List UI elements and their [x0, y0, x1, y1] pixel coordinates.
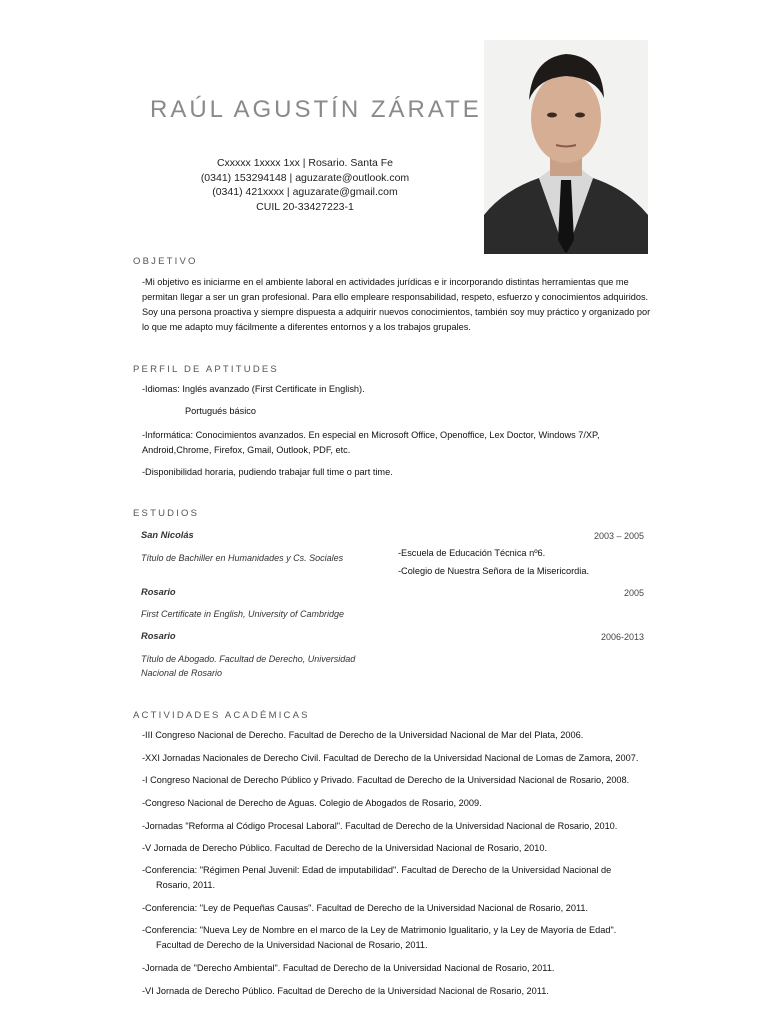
estudio-1-degree: Título de Bachiller en Humanidades y Cs. Sociales	[141, 553, 344, 563]
estudio-3-years: 2006-2013	[600, 632, 644, 642]
section-title-actividades: ACTIVIDADES ACADÉMICAS	[133, 710, 310, 721]
actividad-item: -I Congreso Nacional de Derecho Público y Privado. Facultad de Derecho de la Universidad Nacional de Rosario, 2008.	[142, 775, 630, 785]
actividad-item: -V Jornada de Derecho Público. Facultad de Derecho de la Universidad Nacional de Rosario, 2010.	[142, 843, 547, 853]
actividad-item: -III Congreso Nacional de Derecho. Facultad de Derecho de la Universidad Nacional de Mar del Plata, 2006.	[142, 730, 584, 740]
actividad-item: -Jornada de "Derecho Ambiental". Facultad de Derecho de la Universidad Nacional de Rosario, 2011.	[142, 963, 555, 973]
objetivo-text: -Mi objetivo es iniciarme en el ambiente laboral en actividades jurídicas e ir incorporando distintas herramientas que me permitan llegar a ser un gran profesional. Para ello empleare responsabilidad, respeto, esfuerzo y conocimientos adquiridos. Soy una persona proactiva y siempre dispuesta a adquirir nuevos conocimientos, también soy muy práctico y organizado por lo que me adapto muy fácilmente a diferentes entornos y a los trabajos grupales.	[142, 277, 651, 332]
actividad-item-line-1: -Conferencia: "Nueva Ley de Nombre en el marco de la Ley de Matrimonio Igualitario, y la Ley de Mayoría de Edad".	[142, 925, 617, 935]
actividad-item: -XXI Jornadas Nacionales de Derecho Civil. Facultad de Derecho de la Universidad Nacional de Lomas de Zamora, 2007.	[142, 753, 639, 763]
section-title-perfil: PERFIL DE APTITUDES	[133, 364, 279, 375]
actividad-item: -Conferencia: "Ley de Pequeñas Causas". Facultad de Derecho de la Universidad Nacional de Rosario, 2011.	[142, 903, 589, 913]
actividad-item-line-1: -Conferencia: "Régimen Penal Juvenil: Edad de imputabilidad". Facultad de Derecho de la Universidad Nacional de	[142, 865, 612, 875]
estudio-1-place: San Nicolás	[141, 530, 194, 540]
estudio-2-degree: First Certificate in English, University of Cambridge	[141, 609, 345, 619]
perfil-portugues: Portugués básico	[185, 406, 256, 416]
estudio-3-place: Rosario	[141, 631, 176, 641]
actividad-item: -VI Jornada de Derecho Público. Facultad de Derecho de la Universidad Nacional de Rosario, 2011.	[142, 986, 549, 996]
actividad-item-line-2: Rosario, 2011.	[156, 880, 216, 890]
section-title-objetivo: OBJETIVO	[133, 256, 198, 267]
estudio-3-degree-line-2: Nacional de Rosario	[141, 668, 223, 678]
actividad-item-multiline	[142, 923, 662, 953]
actividad-item-multiline	[142, 863, 662, 893]
perfil-informatica: -Informática: Conocimientos avanzados. En especial en Microsoft Office, Openoffice, Lex Doctor, Windows 7/XP, Android,Chrome, Firefox, Gmail, Outlook, PDF, etc.	[142, 430, 600, 455]
perfil-idiomas: -Idiomas: Inglés avanzado (First Certificate in English).	[142, 384, 365, 394]
estudio-3-degree-line-1: Título de Abogado. Facultad de Derecho, Universidad	[141, 654, 356, 664]
contact-address: Cxxxxx 1xxxx 1xx | Rosario. Santa Fe	[216, 157, 394, 169]
estudio-1-school-2: -Colegio de Nuestra Señora de la Misericordia.	[398, 566, 589, 576]
actividad-item: -Congreso Nacional de Derecho de Aguas. Colegio de Abogados de Rosario, 2009.	[142, 798, 482, 808]
section-title-estudios: ESTUDIOS	[133, 508, 200, 519]
profile-photo	[484, 40, 648, 254]
estudio-2-place: Rosario	[141, 587, 176, 597]
candidate-name: RAÚL AGUSTÍN ZÁRATE	[150, 96, 482, 123]
perfil-disponibilidad: -Disponibilidad horaria, pudiendo trabajar full time o part time.	[142, 467, 393, 477]
estudio-1-years: 2003 – 2005	[593, 531, 644, 541]
contact-block	[180, 156, 430, 214]
estudio-2-years: 2005	[623, 588, 644, 598]
contact-phone-gmail: (0341) 421xxxx | aguzarate@gmail.com	[212, 186, 398, 198]
contact-cuil: CUIL 20-33427223-1	[256, 200, 354, 213]
contact-phone-outlook: (0341) 153294148 | aguzarate@outlook.com	[200, 171, 410, 184]
estudio-1-school-1: -Escuela de Educación Técnica nº6.	[398, 548, 546, 558]
actividad-item: -Jornadas "Reforma al Código Procesal Laboral". Facultad de Derecho de la Universidad Nacional de Rosario, 2010.	[142, 821, 618, 831]
actividad-item-line-2: Facultad de Derecho de la Universidad Nacional de Rosario, 2011.	[156, 940, 428, 950]
